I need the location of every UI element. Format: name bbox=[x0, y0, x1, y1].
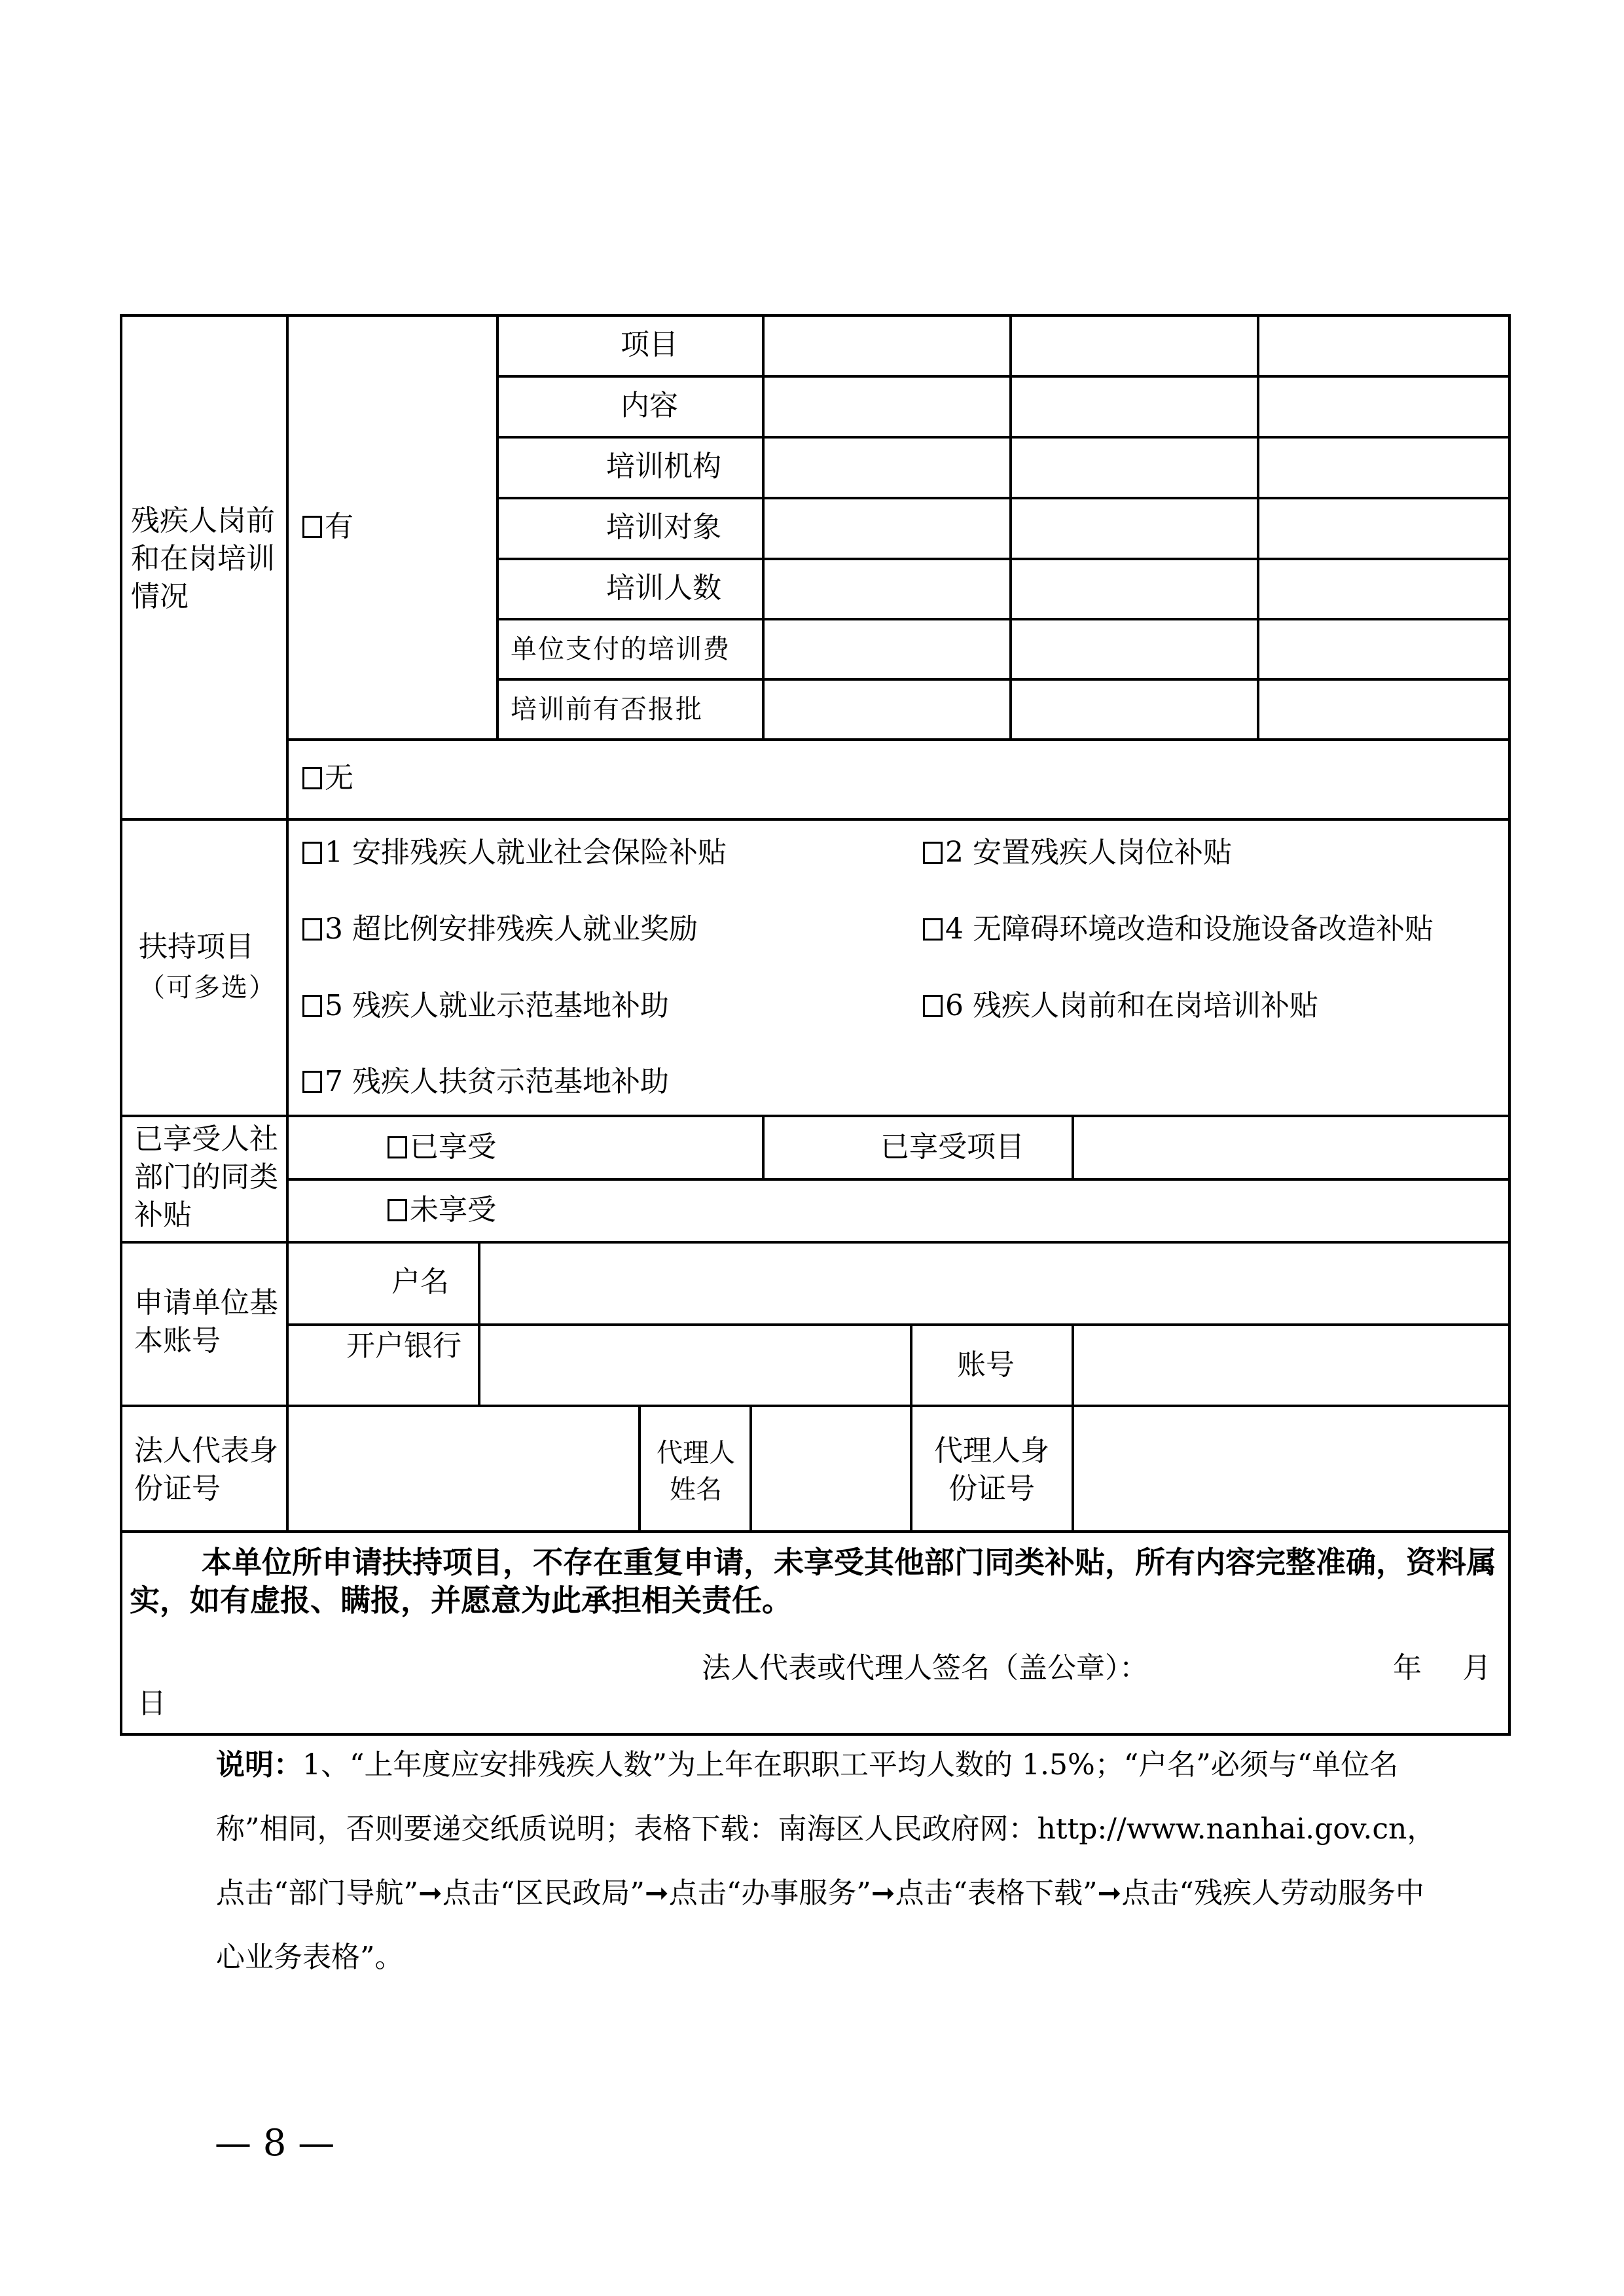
legal-divider-3 bbox=[910, 1405, 912, 1533]
support-option-7[interactable] bbox=[302, 1063, 669, 1101]
section-line-declaration bbox=[120, 1530, 1511, 1533]
signature-label: 法人代表或代理人签名（盖公章）： bbox=[702, 1651, 1148, 1685]
training-none-checkbox[interactable] bbox=[302, 759, 353, 797]
training-row-line-3 bbox=[496, 497, 1509, 499]
notes-section bbox=[216, 1733, 1440, 1990]
support-option-label: 5 残疾人就业示范基地补助 bbox=[325, 989, 669, 1022]
support-option-label: 1 安排残疾人就业社会保险补贴 bbox=[325, 836, 727, 869]
account-name-label: 户名 bbox=[391, 1265, 449, 1299]
training-field-fee: 单位支付的培训费 bbox=[511, 634, 731, 664]
training-col-divider-1 bbox=[1009, 314, 1012, 740]
training-field-approval: 培训前有否报批 bbox=[511, 694, 703, 725]
training-none-line bbox=[286, 738, 1509, 741]
account-number-label: 账号 bbox=[957, 1348, 1015, 1382]
checkbox-icon bbox=[923, 995, 943, 1017]
table-border-left bbox=[120, 314, 122, 1736]
support-option-label: 2 安置残疾人岗位补贴 bbox=[945, 836, 1232, 869]
support-option-5[interactable] bbox=[302, 987, 669, 1025]
support-option-2[interactable] bbox=[923, 834, 1232, 872]
training-row-line-4 bbox=[496, 558, 1509, 560]
training-field-target: 培训对象 bbox=[606, 511, 721, 544]
support-row-label: 扶持项目 bbox=[139, 930, 254, 963]
training-row-line-1 bbox=[496, 375, 1509, 378]
checkbox-icon bbox=[302, 1071, 322, 1093]
hrss-not-enjoyed-checkbox[interactable] bbox=[388, 1191, 496, 1229]
section-line-support bbox=[120, 818, 1511, 821]
account-divider-1 bbox=[478, 1241, 480, 1406]
training-row-line-2 bbox=[496, 436, 1509, 439]
checkbox-icon bbox=[302, 516, 322, 538]
account-divider-2 bbox=[910, 1323, 912, 1406]
legal-divider-4 bbox=[1072, 1405, 1074, 1533]
hrss-enjoyed-items-label: 已享受项目 bbox=[880, 1130, 1024, 1164]
training-check-divider bbox=[496, 314, 499, 740]
legal-divider-1 bbox=[638, 1405, 641, 1533]
support-option-6[interactable] bbox=[923, 987, 1318, 1025]
hrss-enjoyed-label: 已享受 bbox=[410, 1130, 496, 1164]
support-option-label: 4 无障碍环境改造和设施设备改造补贴 bbox=[945, 912, 1434, 946]
training-field-headcount: 培训人数 bbox=[606, 571, 721, 605]
table-border-right bbox=[1508, 314, 1511, 1736]
account-row-line bbox=[286, 1323, 1509, 1326]
training-row-line-5 bbox=[496, 618, 1509, 620]
section-line-hrss bbox=[120, 1115, 1511, 1117]
checkbox-icon bbox=[388, 1199, 407, 1221]
label-column-divider bbox=[286, 314, 289, 1533]
training-row-line-6 bbox=[496, 678, 1509, 681]
training-has-label: 有 bbox=[325, 510, 353, 543]
checkbox-icon bbox=[302, 842, 322, 864]
section-line-account bbox=[120, 1241, 1511, 1244]
hrss-row-line bbox=[286, 1178, 1509, 1181]
training-col-divider-2 bbox=[1257, 314, 1259, 740]
notes-label: 说明： bbox=[216, 1748, 302, 1782]
account-row-label: 申请单位基本账号 bbox=[134, 1286, 278, 1357]
hrss-divider-1 bbox=[762, 1115, 765, 1179]
support-option-label: 6 残疾人岗前和在岗培训补贴 bbox=[945, 989, 1318, 1022]
page-number: — 8 — bbox=[215, 2122, 335, 2164]
checkbox-icon bbox=[923, 918, 943, 941]
legal-row-label: 法人代表身份证号 bbox=[134, 1434, 278, 1505]
checkbox-icon bbox=[388, 1136, 407, 1158]
notes-text: 1、“上年度应安排残疾人数”为上年在职职工平均人数的 1.5%；“户名”必须与“单位名称”相同，否则要递交纸质说明；表格下载：南海区人民政府网：http://www.nanhai.gov.cn，点击“部门导航”➞点击“区民政局”➞点击“办事服务”➞点击“表格下载”➞点击“残疾人劳动服务中心业务表格”。 bbox=[216, 1748, 1436, 1974]
checkbox-icon bbox=[302, 995, 322, 1017]
date-month-label: 月 bbox=[1462, 1651, 1491, 1685]
support-option-4[interactable] bbox=[923, 910, 1434, 948]
training-field-content: 内容 bbox=[621, 389, 678, 422]
hrss-row-label: 已享受人社部门的同类补贴 bbox=[134, 1122, 278, 1232]
training-row-label: 残疾人岗前和在岗培训情况 bbox=[131, 504, 275, 613]
agent-name-label: 代理人姓名 bbox=[657, 1438, 735, 1505]
support-option-3[interactable] bbox=[302, 910, 698, 948]
training-none-label: 无 bbox=[325, 761, 353, 795]
support-option-label: 3 超比例安排残疾人就业奖励 bbox=[325, 912, 698, 946]
date-year-label: 年 bbox=[1393, 1651, 1422, 1685]
hrss-not-enjoyed-label: 未享受 bbox=[410, 1193, 496, 1227]
checkbox-icon bbox=[923, 842, 943, 864]
support-option-1[interactable] bbox=[302, 834, 727, 872]
training-field-divider bbox=[762, 314, 765, 740]
table-border-top bbox=[120, 314, 1511, 317]
checkbox-icon bbox=[302, 918, 322, 941]
training-field-institution: 培训机构 bbox=[606, 450, 721, 483]
training-has-checkbox[interactable] bbox=[302, 508, 353, 546]
declaration-statement: 本单位所申请扶持项目，不存在重复申请，未享受其他部门同类补贴，所有内容完整准确，资料属实，如有虚报、瞒报，并愿意为此承担相关责任。 bbox=[130, 1545, 1496, 1618]
hrss-enjoyed-checkbox[interactable] bbox=[388, 1128, 496, 1166]
legal-divider-2 bbox=[749, 1405, 752, 1533]
date-day-label: 日 bbox=[137, 1687, 166, 1720]
training-field-item: 项目 bbox=[621, 328, 678, 361]
account-divider-3 bbox=[1072, 1323, 1074, 1406]
support-option-label: 7 残疾人扶贫示范基地补助 bbox=[325, 1065, 669, 1098]
section-line-legal bbox=[120, 1405, 1511, 1407]
account-bank-label: 开户银行 bbox=[346, 1329, 461, 1363]
support-row-note: （可多选） bbox=[139, 973, 276, 1003]
checkbox-icon bbox=[302, 767, 322, 789]
agent-id-label: 代理人身份证号 bbox=[934, 1434, 1049, 1505]
hrss-divider-2 bbox=[1072, 1115, 1074, 1179]
